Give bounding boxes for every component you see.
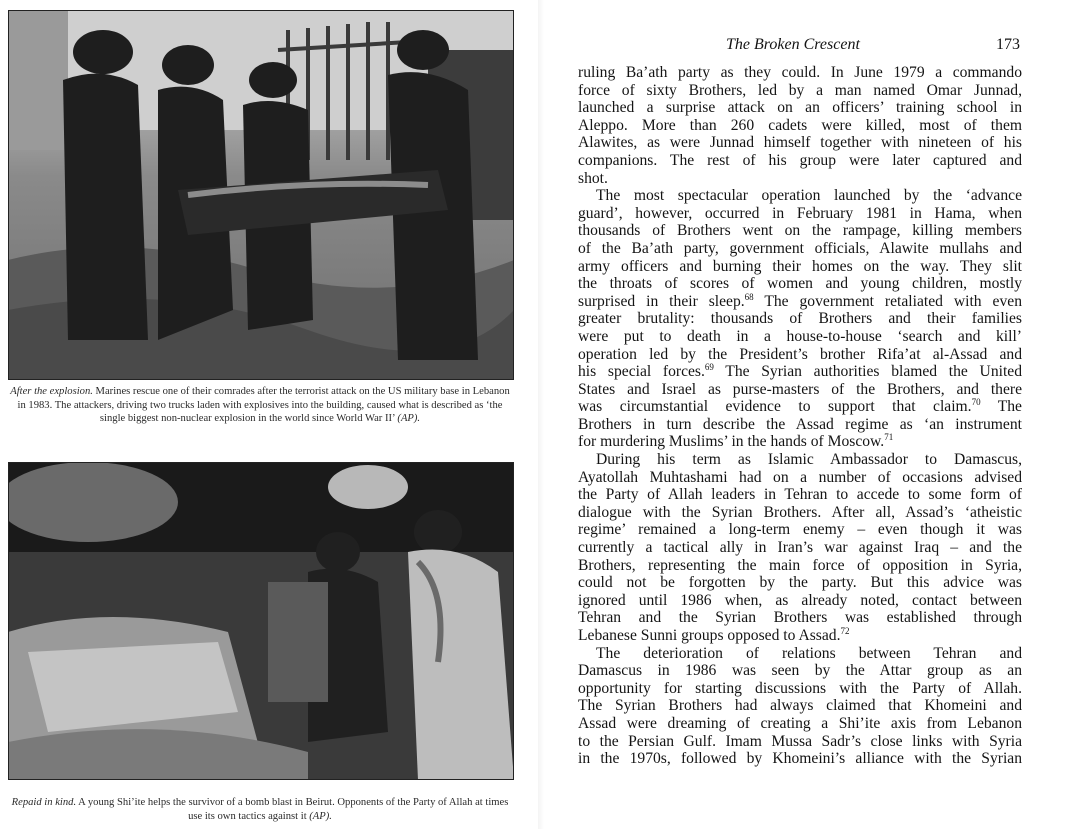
left-page (0, 0, 520, 829)
text-line-content: Aleppo. More than 260 cadets were killed, most of them (578, 116, 1022, 134)
text-line-content: the Party of Allah leaders in Tehran to accede to some form of (578, 486, 1022, 504)
text-line (578, 697, 1022, 715)
footnote-marker: 68 (744, 291, 754, 302)
text-line-content: opportunity for starting discussions with the Party of Allah. (578, 679, 1022, 697)
text-line-content: launched a surprise attack on an officers’ training school in (578, 99, 1022, 117)
text-line-content: Alawites, as were Junnad himself together with nineteen of his (578, 134, 1022, 152)
running-header (578, 36, 1022, 56)
text-line (578, 293, 1022, 311)
caption-text: Marines rescue one of their comrades after the terrorist attack on the US military base in Lebanon in 1983. The attackers, driving two trucks laden with explosives into the building, caused what is described as ‘the single biggest non-nuclear explosion in the world since World War II’ (17, 386, 510, 424)
text-line-content: guard’, however, occurred in February 1981 in Hama, when (578, 204, 1022, 222)
text-line-content: the throats of scores of women and young children, mostly (578, 275, 1022, 293)
top-photo-caption (6, 385, 514, 426)
text-line (578, 152, 1022, 170)
text-line (578, 187, 1022, 205)
text-line (578, 750, 1022, 768)
text-line-content: of the Ba’ath party, government officials, Alawite mullahs and (578, 239, 1022, 257)
text-line-content: The deterioration of relations between Tehran and (596, 644, 1022, 662)
text-line-content: operation led by the President’s brother Rifa’at al-Assad and (578, 345, 1022, 363)
text-line (578, 205, 1022, 223)
text-line (578, 715, 1022, 733)
text-line-content: Lebanese Sunni groups opposed to Assad. (578, 627, 841, 644)
text-line (578, 117, 1022, 135)
text-line (578, 733, 1022, 751)
text-line-content: dialogue with the Syrian Brothers. After all, Assad’s ‘atheistic (578, 503, 1022, 521)
body-text (578, 64, 1022, 768)
text-line-content: currently a tactical ally in Iran’s war against Iraq – and the (578, 539, 1022, 557)
text-line-content: shot. (578, 169, 608, 187)
text-line (578, 521, 1022, 539)
text-line (578, 363, 1022, 381)
text-line-content: ignored until 1986 when, as already noted, contact between (578, 591, 1022, 609)
photo-beirut-blast (8, 462, 514, 780)
caption-lead: After the explosion. (10, 386, 93, 397)
text-line-continuation: The (980, 398, 1022, 416)
caption-text: A young Shi’ite helps the survivor of a bomb blast in Beirut. Opponents of the Party of Allah at times use its own tactics against it (76, 797, 509, 822)
text-line (578, 592, 1022, 610)
text-line-content: Tehran and the Syrian Brothers was established through (578, 609, 1022, 627)
text-line-content: Brothers in turn describe the Assad regime as ‘an instrument (578, 415, 1022, 433)
text-line (578, 609, 1022, 627)
text-line-content: were put to death in a house-to-house ‘search and kill’ (578, 327, 1022, 345)
text-line (578, 574, 1022, 592)
text-line (578, 222, 1022, 240)
text-line-content: During his term as Islamic Ambassador to Damascus, (596, 451, 1022, 469)
text-line-content: to the Persian Gulf. Imam Mussa Sadr’s close links with Syria (578, 732, 1022, 750)
text-line-content: The Syrian Brothers had always claimed that Khomeini and (578, 697, 1022, 715)
book-gutter (538, 0, 544, 829)
text-line (578, 170, 1022, 188)
text-line-content: Assad were dreaming of creating a Shi’ite axis from Lebanon (578, 714, 1022, 732)
text-line-content: ruling Ba’ath party as they could. In June 1979 a commando (578, 64, 1022, 81)
right-page (578, 0, 1022, 829)
text-line-continuation: The Syrian authorities blamed the United (713, 363, 1022, 381)
footnote-marker: 69 (704, 362, 714, 373)
text-line (578, 398, 1022, 416)
footnote-marker: 71 (884, 432, 894, 443)
text-line-content: Damascus in 1986 was seen by the Attar group as an (578, 662, 1022, 680)
text-line (578, 310, 1022, 328)
text-line-content: his special forces. (578, 363, 705, 381)
footnote-marker: 72 (840, 626, 850, 636)
text-line-content: surprised in their sleep. (578, 292, 745, 310)
text-line-content: The most spectacular operation launched by the ‘advance (596, 187, 1022, 205)
text-line-content: was circumstantial evidence to support that claim. (578, 398, 972, 416)
text-line (578, 645, 1022, 663)
text-line-content: companions. The rest of his group were later captured and (578, 151, 1022, 169)
text-line (578, 99, 1022, 117)
text-line-content: army officers and burning their homes on the way. They slit (578, 257, 1022, 275)
footnote-marker: 70 (971, 397, 981, 408)
caption-source: (AP). (397, 413, 421, 424)
text-line-content: could not be forgotten by the party. But this advice was (578, 574, 1022, 592)
text-line (578, 82, 1022, 100)
text-line-content: for murdering Muslims’ in the hands of Moscow. (578, 433, 885, 451)
text-line (578, 240, 1022, 258)
text-line (578, 328, 1022, 346)
text-line (578, 346, 1022, 364)
text-line-content: regime’ remained a long-term enemy – even though it was (578, 521, 1022, 539)
text-line (578, 504, 1022, 522)
text-line (578, 381, 1022, 399)
text-line (578, 416, 1022, 434)
text-line-content: force of sixty Brothers, led by a man named Omar Junnad, (578, 81, 1022, 99)
text-line (578, 275, 1022, 293)
text-line (578, 433, 1022, 451)
text-line (578, 486, 1022, 504)
running-title: The Broken Crescent (726, 36, 860, 53)
text-line-continuation: The government retaliated with even (753, 292, 1022, 310)
text-line-content: Brothers, representing the main force of opposition in Syria, (578, 556, 1022, 574)
page-number: 173 (996, 36, 1020, 53)
text-line-content: thousands of Brothers went on the rampage, killing members (578, 222, 1022, 240)
text-line-content: Ayatollah Muhtashami had on a number of occasions advised (578, 468, 1022, 486)
text-line (578, 134, 1022, 152)
text-line-content: greater brutality: thousands of Brothers and their families (578, 310, 1022, 328)
text-line (578, 627, 1022, 645)
text-line (578, 64, 1022, 82)
text-line (578, 680, 1022, 698)
photo-marines-rescue (8, 10, 514, 380)
text-line-content: States and Israel as purse-masters of the Brothers, and there (578, 380, 1022, 398)
caption-lead: Repaid in kind. (11, 797, 77, 808)
text-line-content: in the 1970s, followed by Khomeini’s alliance with the Syrian (578, 750, 1022, 768)
text-line (578, 451, 1022, 469)
caption-source: (AP). (309, 810, 332, 822)
bottom-photo-caption (6, 796, 514, 823)
text-line (578, 557, 1022, 575)
text-line (578, 258, 1022, 276)
text-line (578, 469, 1022, 487)
text-line (578, 662, 1022, 680)
text-line (578, 539, 1022, 557)
